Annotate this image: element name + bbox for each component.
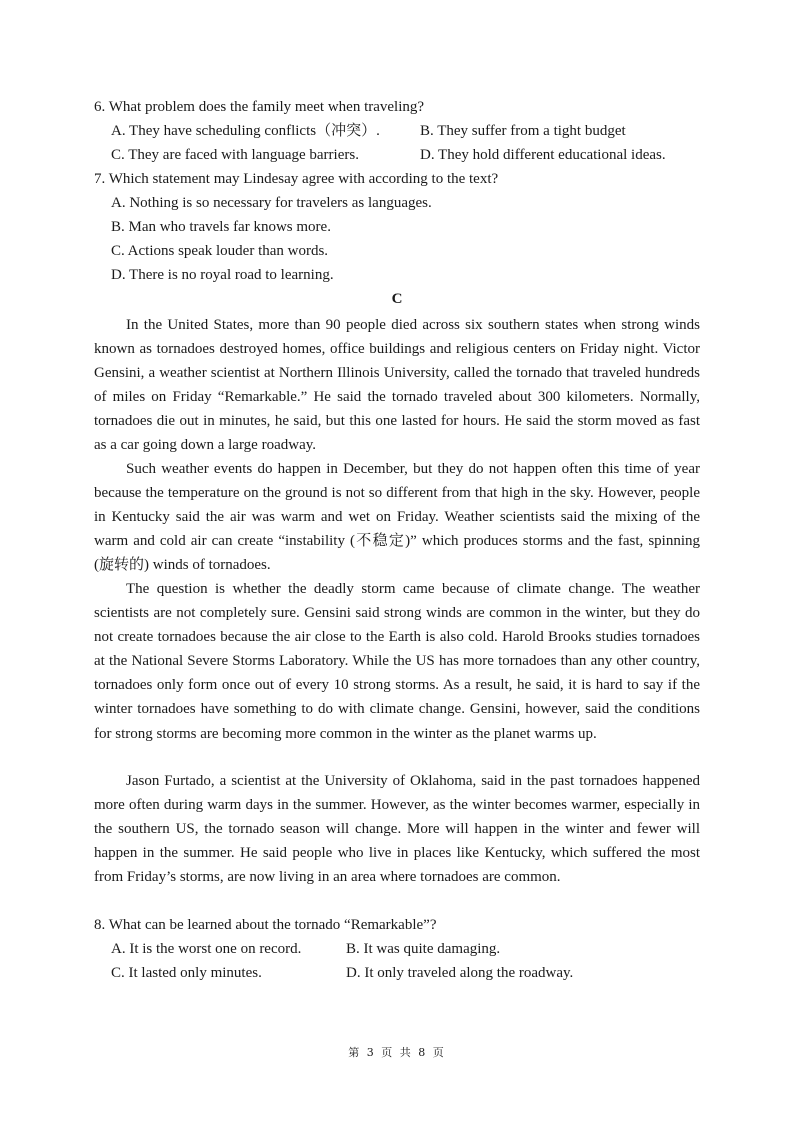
question-6-stem: 6. What problem does the family meet when traveling? — [94, 99, 425, 115]
passage-paragraph-2: Such weather events do happen in December, but they do not happen often this time of year because the temperature on the ground is not so different from that high in the sky. However, people in Kentucky said the air was warm and wet on Friday. Weather scientists said the mixing of the warm and cold air can create “instability (不稳定)” which produces storms and the fast, spinning (旋转的) winds of tornadoes. — [94, 461, 700, 574]
question-6-option-d: D. They hold different educational ideas. — [420, 147, 666, 163]
passage-paragraph-4: Jason Furtado, a scientist at the University of Oklahoma, said in the past tornadoes happened more often during warm days in the summer. However, as the winter becomes warmer, especially in the southern US, the tornado season will change. More will happen in the winter and fewer will happen in the summer. He said people who live in places like Kentucky, which suffered the most from Friday’s storms, are now living in an area where tornadoes are common. — [94, 773, 700, 886]
question-8-option-c: C. It lasted only minutes. — [111, 965, 262, 981]
question-8-option-b: B. It was quite damaging. — [346, 941, 501, 957]
question-8-option-a: A. It is the worst one on record. — [111, 941, 302, 957]
question-6-option-b: B. They suffer from a tight budget — [420, 123, 626, 139]
passage-heading: C — [391, 291, 403, 307]
question-6-option-a: A. They have scheduling conflicts（冲突）. — [111, 123, 380, 139]
question-7-option-d: D. There is no royal road to learning. — [111, 267, 334, 283]
question-7-option-c: C. Actions speak louder than words. — [111, 243, 329, 259]
question-7-option-a: A. Nothing is so necessary for travelers as languages. — [111, 195, 432, 211]
question-8-stem: 8. What can be learned about the tornado “Remarkable”? — [94, 917, 437, 933]
question-7-stem: 7. Which statement may Lindesay agree with according to the text? — [94, 171, 499, 187]
page-footer: 第 3 页 共 8 页 — [348, 1046, 446, 1059]
question-7-option-b: B. Man who travels far knows more. — [111, 219, 331, 235]
passage-paragraph-1: In the United States, more than 90 people died across six southern states when strong winds known as tornadoes destroyed homes, office buildings and religious centers on Friday night. Victor Gensini, a weather scientist at Northern Illinois University, called the tornado that traveled hundreds of miles on Friday “Remarkable.” He said the tornado traveled about 300 kilometers. Normally, tornadoes die out in minutes, he said, but this one lasted for hours. He said the storm moved as fast as a car going down a large roadway. — [94, 317, 700, 454]
question-8-option-d: D. It only traveled along the roadway. — [346, 965, 574, 981]
passage-paragraph-3: The question is whether the deadly storm came because of climate change. The weather scientists are not completely sure. Gensini said strong winds are common in the winter, but they do not create tornadoes because the air close to the Earth is also cold. Harold Brooks studies tornadoes at the National Severe Storms Laboratory. While the US has more tornadoes than any other country, tornadoes only form once out of every 10 strong storms. As a result, he said, it is hard to say if the winter tornadoes have something to do with climate change. Gensini, however, said the conditions for strong storms are becoming more common in the winter as the planet warms up. — [94, 581, 700, 742]
question-6-option-c: C. They are faced with language barriers. — [111, 147, 359, 163]
